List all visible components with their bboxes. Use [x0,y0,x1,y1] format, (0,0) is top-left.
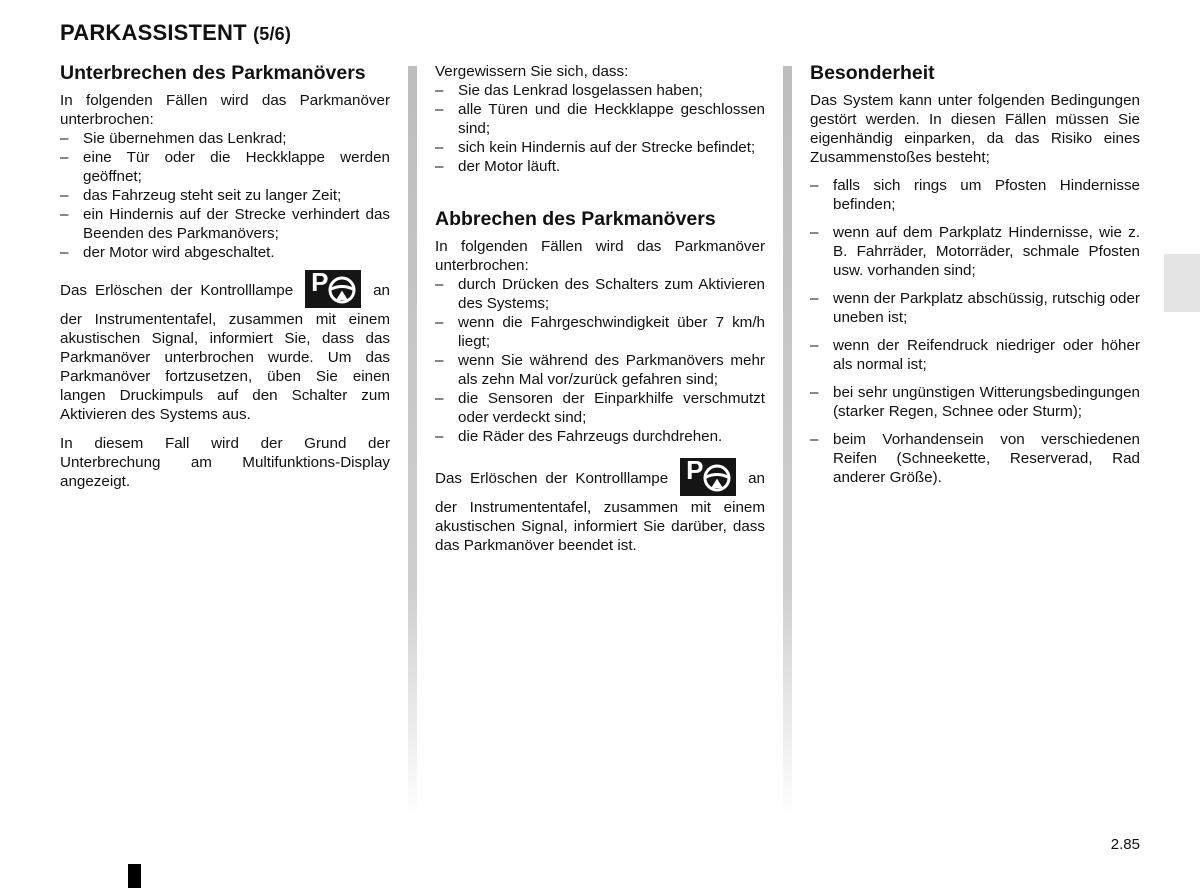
page-title [60,20,291,46]
cancel-conditions-list [435,275,765,446]
list-item: – wenn der Parkplatz abschüssig, rutschig oder uneben ist; [810,289,1140,327]
list-item: – sich kein Hindernis auf der Strecke befindet; [435,138,765,157]
paragraph-warning-lamp [60,267,390,424]
list-item: – ein Hindernis auf der Strecke verhindert das Beenden des Parkmanövers; [60,205,390,243]
list-item: – wenn die Fahrgeschwindigkeit über 7 km/h liegt; [435,313,765,351]
lamp-text-before: Das Erlöschen der Kontrolllampe [60,282,294,300]
list-item: – wenn Sie während des Parkmanövers mehr als zehn Mal vor/zurück gefahren sind; [435,351,765,389]
lamp-letter: P [311,267,329,297]
lamp-text-before: Das Erlöschen der Kontrolllampe [435,470,669,488]
steering-wheel-icon [327,275,357,305]
paragraph-reason: In diesem Fall wird der Grund der Unterbrechung am Multifunktions-Display angezeigt. [60,435,390,490]
list-item: – eine Tür oder die Heckklappe werden geöffnet; [60,148,390,186]
list-item: – wenn der Reifendruck niedriger oder höher als normal ist; [810,336,1140,374]
list-item: – beim Vorhandensein von verschiedenen Reifen (Schneekette, Reserverad, Rad anderer Größe). [810,430,1140,487]
paragraph-intro: In folgenden Fällen wird das Parkmanöver unterbrochen: [435,238,765,274]
list-item: – alle Türen und die Heckklappe geschlossen sind; [435,100,765,138]
column-interrupt [60,62,390,501]
park-assist-steering-icon [680,455,736,496]
section-heading-interrupt: Unterbrechen des Parkmanövers [60,62,366,84]
list-item: – durch Drücken des Schalters zum Aktivieren des Systems; [435,275,765,313]
list-item: – das Fahrzeug steht seit zu langer Zeit; [60,186,390,205]
lamp-letter: P [686,455,704,485]
column-cancel [435,62,765,565]
park-assist-steering-icon [305,267,361,308]
paragraph-check: Vergewissern Sie sich, dass: [435,63,629,80]
list-item: – Sie das Lenkrad losgelassen haben; [435,81,765,100]
page-title-part: (5/6) [253,24,292,44]
interrupt-conditions-list [60,129,390,262]
list-item: – der Motor läuft. [435,157,765,176]
list-item: – der Motor wird abgeschaltet. [60,243,390,262]
list-item: – die Räder des Fahrzeugs durchdrehen. [435,427,765,446]
column-separator [408,66,417,816]
check-list [435,81,765,176]
lamp-text-after: an der Instrumententafel, zusammen mit einem akustischen Signal, informiert Sie, dass das Parkmanöver unterbrochen wurde. Um das Parkmanöver fortzusetzen, üben Sie einen langen Druckimpuls auf den Schalter zum Aktivieren des Systems aus. [60,282,390,423]
column-separator [783,66,792,816]
paragraph-intro: In folgenden Fällen wird das Parkmanöver unterbrochen: [60,92,390,128]
disturbance-conditions-list [810,176,1140,487]
list-item: – falls sich rings um Pfosten Hindernisse befinden; [810,176,1140,214]
paragraph-warning-lamp [435,455,765,555]
list-item: – wenn auf dem Parkplatz Hindernisse, wie z. B. Fahrräder, Motorräder, schmale Pfosten usw. vorhanden sind; [810,223,1140,280]
print-mark [128,864,141,888]
list-item: – Sie übernehmen das Lenkrad; [60,129,390,148]
chapter-tab [1164,254,1200,312]
column-special-notes [810,62,1140,497]
section-heading-cancel: Abbrechen des Parkmanövers [435,208,716,230]
steering-wheel-icon [702,463,732,493]
paragraph-intro: Das System kann unter folgenden Bedingungen gestört werden. In diesen Fällen müssen Sie eigenhändig einparken, da das Risiko eines Zusammenstoßes besteht; [810,92,1140,166]
page-number: 2.85 [1110,836,1140,853]
list-item: – die Sensoren der Einparkhilfe verschmutzt oder verdeckt sind; [435,389,765,427]
lamp-text-after: an der Instrumententafel, zusammen mit einem akustischen Signal, informiert Sie darüber, dass das Parkmanöver beendet ist. [435,470,765,554]
page-title-text: PARKASSISTENT [60,20,247,45]
section-heading-special: Besonderheit [810,62,935,84]
list-item: – bei sehr ungünstigen Witterungsbedingungen (starker Regen, Schnee oder Sturm); [810,383,1140,421]
